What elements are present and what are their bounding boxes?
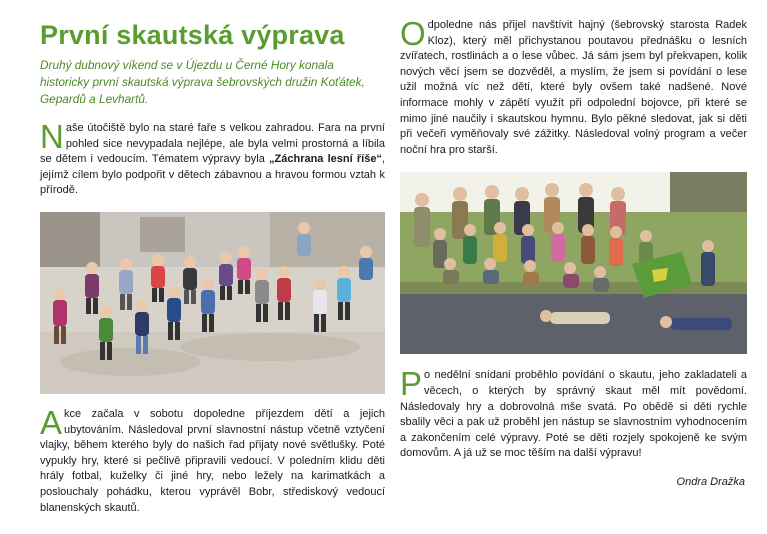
paragraph-text: o nedělní snídani proběhlo povídání o skautu, jeho zakladateli a věcech, o kterých by správný skaut měl mít povědomí. Následovaly hry a dobrovolná mše svatá. Po obědě si děti rychle sbalily věci a pak už proběhl jen nástup se slavnostním vyhodnocením a zakončením celé výpravy. Poté se děti rozjely spokojeně ke svým domovům. A já už se moc těším na další výpravu! (400, 369, 747, 460)
paragraph-text: kce začala v sobotu dopoledne příjezdem dětí a jejich ubytováním. Následoval první slavnostní nástup včetně vztyčení vlajky, během kterého byly do našich řad přijaty nové světlušky. Poté vypukly hry, které si pečlivě připravili vedoucí. V poledním klidu děti hrály fotbal, kuželky či jiné hry, nebo ležely na karimatkách a poslouchaly pohádku, kterou vyprávěl Bobr, střediskový vedoucí blanenských skautů. (40, 407, 385, 514)
paragraph-text: dpoledne nás přijel navštívit hajný (šebrovský starosta Radek Kloz), který měl přichystanou poutavou přednášku o lesních zvířatech, rostlinách a o lese vůbec. Já sám jsem byl překvapen, kolik nových věcí jsem se dozvěděl, a myslím, že jsem si povídání o lese užil možná víc než děti, které byly ovšem také nadšené. Nové informace mohly v zápětí využít při odpolední bojovce, při které se mimo jiné naučily i skautskou hymnu. Bylo pěkné sledovat, jak si děti při večeři vyměňovaly své zážitky. Následoval volný program a večer noční hra pro starší. (400, 19, 747, 156)
paragraph-text: aše útočiště bylo na staré faře s velkou zahradou. Fara na první pohled sice nevypadala nejlépe, ale byla velmi prostorná a líbila se dětem i vedoucím. Tématem výpravy byla (40, 122, 385, 166)
photo-group-with-flag (400, 172, 747, 354)
paragraph-4 (400, 365, 747, 462)
paragraph-1 (40, 118, 385, 199)
dropcap: P (400, 365, 423, 403)
dropcap: N (40, 118, 64, 155)
right-column (400, 15, 747, 488)
dropcap: O (400, 15, 426, 52)
dropcap: A (40, 403, 63, 441)
paragraph-bold: „Záchrana lesní říše“ (269, 153, 382, 166)
paragraph-2 (40, 403, 385, 516)
paragraph-3 (400, 15, 747, 158)
paragraph-text: , jejímž cílem bylo podpořit v dětech zábavnou a hravou formou vztah k přírodě. (40, 153, 385, 197)
article-lead: Druhý dubnový víkend se v Újezdu u Černé Hory konala historicky první skautská výprava šebrovských družin Koťátek, Gepardů a Levhartů. (40, 58, 365, 106)
left-column (40, 18, 385, 516)
article-author: Ondra Dražka (676, 475, 745, 488)
article-title: První skautská výprava (40, 20, 345, 50)
photo-children-in-yard (40, 212, 385, 394)
